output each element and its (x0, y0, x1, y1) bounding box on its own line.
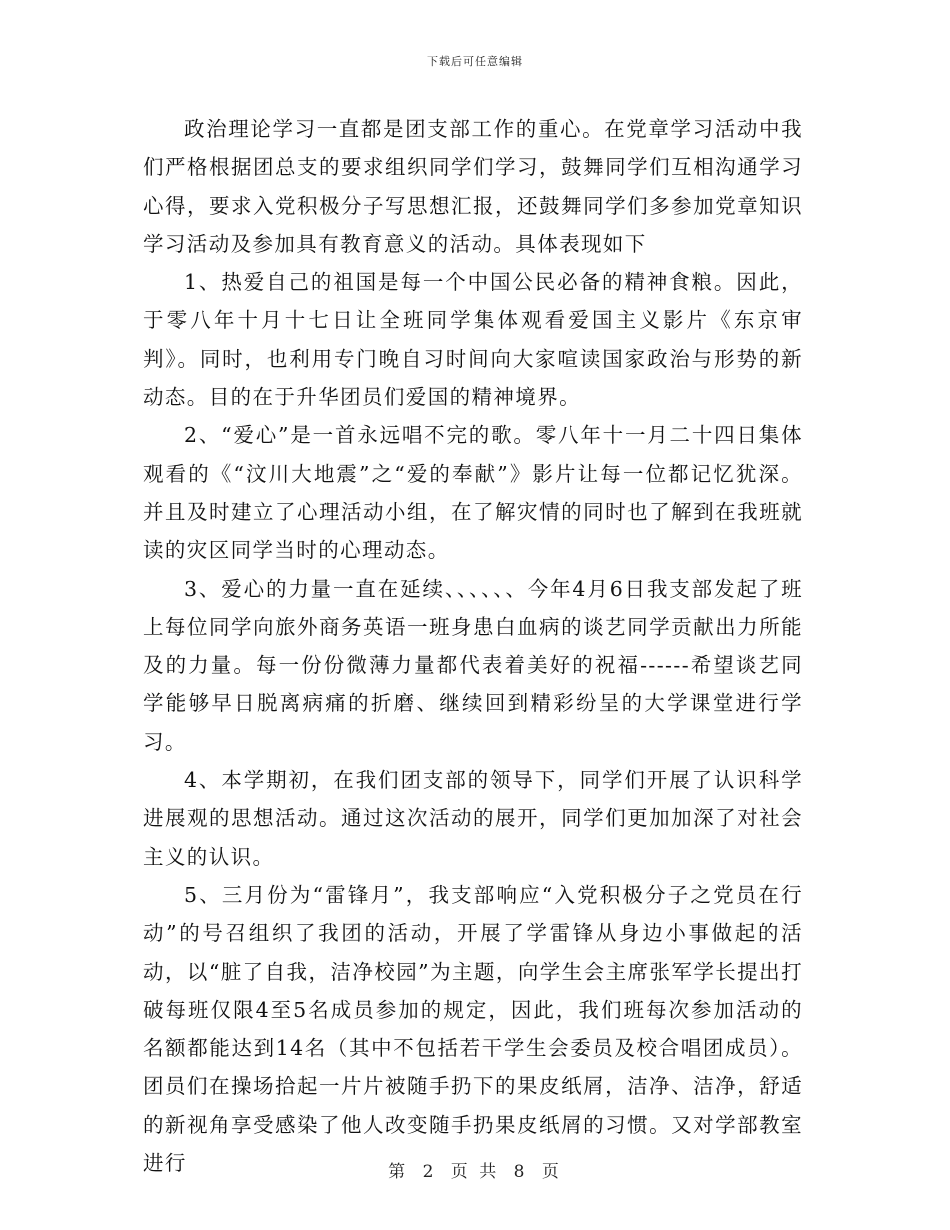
paragraph-item-3: 3、爱心的力量一直在延续、、、、、、今年4月6日我支部发起了班上每位同学向旅外商务英语一班身患白血病的谈艺同学贡献出力所能及的力量。每一份份微薄力量都代表着美好的祝福------希望谈艺同学能够早日脱离病痛的折磨、继续回到精彩纷呈的大学课堂进行学习。 (143, 576, 803, 754)
paragraph-item-2: 2、“爱心”是一首永远唱不完的歌。零八年十一月二十四日集体观看的《“汶川大地震”之“爱的奉献”》影片让每一位都记忆犹深。并且及时建立了心理活动小组，在了解灾情的同时也了解到在我班就读的灾区同学当时的心理动态。 (143, 423, 803, 563)
current-page-number: 2 (422, 1162, 437, 1182)
total-page-number: 8 (513, 1162, 528, 1182)
footer-prefix: 第 (388, 1162, 409, 1182)
page-header: 下载后可任意编辑 (427, 55, 523, 68)
paragraph-item-1: 1、热爱自己的祖国是每一个中国公民必备的精神食粮。因此，于零八年十月十七日让全班同学集体观看爱国主义影片《东京审判》。同时，也利用专门晚自习时间向大家喧读国家政治与形势的新动态。目的在于升华团员们爱国的精神境界。 (143, 270, 803, 410)
footer-middle: 页 共 (450, 1162, 500, 1182)
paragraph-item-4: 4、本学期初，在我们团支部的领导下，同学们开展了认识科学进展观的思想活动。通过这次活动的展开，同学们更加加深了对社会主义的认识。 (143, 768, 803, 869)
paragraph-item-5: 5、三月份为“雷锋月”，我支部响应“入党积极分子之党员在行动”的号召组织了我团的活动，开展了学雷锋从身边小事做起的活动，以“脏了自我，洁净校园”为主题，向学生会主席张军学长提出打破每班仅限4至5名成员参加的规定，因此，我们班每次参加活动的名额都能达到14名（其中不包括若干学生会委员及校合唱团成员）。团员们在操场拾起一片片被随手扔下的果皮纸屑，洁净、洁净，舒适的新视角享受感染了他人改变随手扔果皮纸屑的习惯。又对学部教室进行 (143, 882, 803, 1176)
paragraph-intro: 政治理论学习一直都是团支部工作的重心。在党章学习活动中我们严格根据团总支的要求组织同学们学习，鼓舞同学们互相沟通学习心得，要求入党积极分子写思想汇报，还鼓舞同学们多参加党章知识学习活动及参加具有教育意义的活动。具体表现如下 (143, 117, 803, 256)
document-body (143, 110, 803, 1182)
footer-suffix: 页 (541, 1162, 562, 1182)
page-footer (0, 1157, 950, 1182)
